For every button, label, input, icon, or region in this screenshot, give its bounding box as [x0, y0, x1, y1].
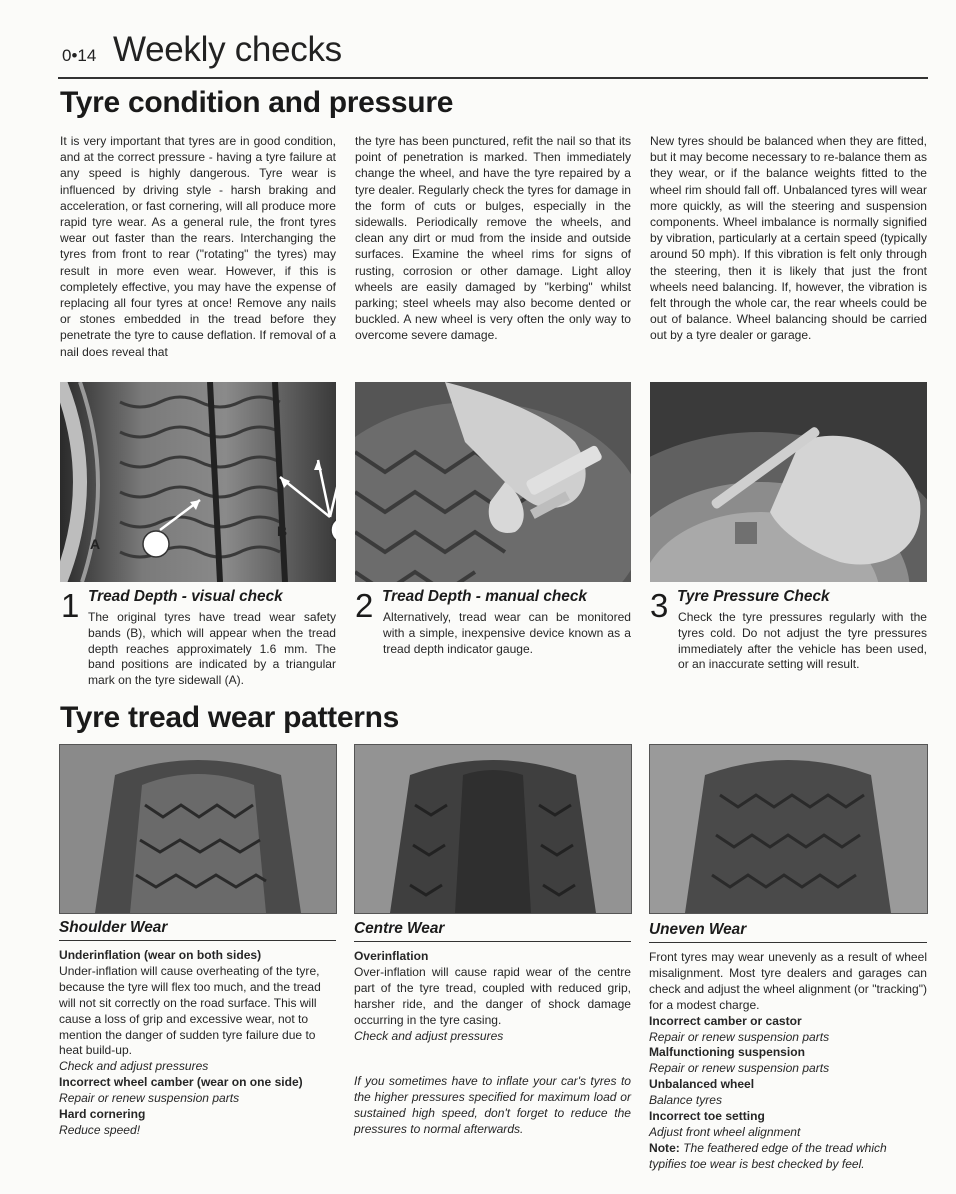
body-text-2: the tyre has been punctured, refit the nail so that its point of penetration is marked. Then immediately change the wheel, and have the tyre repaired by a tyre dealer. Regularly check the tyres for damage in the form of cuts or bulges, especially in the sidewalls. Periodically remove the wheels, and clean any dirt or mud from the inside and outside surfaces. Examine the wheel rims for signs of rusting, corrosion or other damage. Light alloy wheels are easily damaged by "kerbing" whilst parking; steel wheels may also become dented or buckled. A new wheel is very often the only way to overcome severe damage. [355, 134, 631, 343]
photo-tread-visual-check [60, 382, 336, 582]
heading-uneven-wear: Uneven Wear [649, 921, 747, 938]
page-number: 0•14 [62, 46, 97, 65]
centre-remedy-1: Check and adjust pressures [354, 1028, 504, 1043]
shoulder-cause-3: Hard cornering [59, 1107, 146, 1122]
uneven-note-text: The feathered edge of the tread which typifies toe wear is best checked by feel. [649, 1140, 887, 1171]
body-text-1: It is very important that tyres are in good condition, and at the correct pressure - having a tyre failure at any speed is highly dangerous. Tyre wear is influenced by driving style - harsh braking and acceleration, or fast cornering, will all produce more rapid tyre wear. As a general rule, the front tyres wear out faster than the rears. Interchanging the tyres from front to rear ("rotating" the tyres) may result in more even wear. However, if this is completely effective, you may have the expense of replacing all four tyres at once! Remove any nails or stones embedded in the tread before they penetrate the tyre to cause deflation. If removal of a nail does reveal that [60, 134, 336, 359]
caption-title-1: Tread Depth - visual check [88, 588, 283, 605]
photo-tread-manual-check [355, 382, 631, 582]
centre-wear-text [354, 949, 631, 1138]
photo-label-b: B [277, 523, 288, 539]
caption-number-2: 2 [355, 587, 374, 624]
uneven-note-label: Note: [649, 1140, 680, 1155]
rule-uneven [649, 942, 927, 943]
photo-label-a: A [90, 536, 101, 552]
section-title-tyre-condition: Tyre condition and pressure [60, 86, 454, 119]
heading-shoulder-wear: Shoulder Wear [59, 919, 168, 936]
uneven-cause-3: Unbalanced wheel [649, 1077, 755, 1092]
uneven-cause-1: Incorrect camber or castor [649, 1013, 802, 1028]
photo-centre-wear [354, 744, 632, 914]
photo-uneven-wear [649, 744, 928, 914]
shoulder-cause-2: Incorrect wheel camber (wear on one side) [59, 1075, 303, 1090]
caption-body-2: Alternatively, tread wear can be monitored with a simple, inexpensive device known as a tread depth indicator gauge. [383, 610, 631, 656]
uneven-desc-1: Front tyres may wear unevenly as a result of wheel misalignment. Most tyre dealers and garages can check and adjust the wheel alignment (or "tracking") for a modest charge. [649, 950, 927, 1012]
caption-number-3: 3 [650, 587, 669, 624]
photo-tyre-pressure-check [650, 382, 927, 582]
section-title-tread-wear: Tyre tread wear patterns [60, 701, 400, 734]
caption-number-1: 1 [61, 587, 80, 624]
centre-desc-1: Over-inflation will cause rapid wear of the centre part of the tyre tread, coupled with reduced grip, harsher ride, and the danger of shock damage occurring in the tyre casing. [354, 964, 631, 1027]
centre-cause-1: Overinflation [354, 949, 429, 963]
caption-body-1: The original tyres have tread wear safety bands (B), which will appear when the tread depth reaches approximately 1.6 mm. The band positions are indicated by a triangular mark on the tyre sidewall (A). [88, 610, 336, 688]
rule-centre [354, 941, 631, 942]
uneven-remedy-4: Adjust front wheel alignment [649, 1124, 801, 1139]
body-column-3 [650, 133, 927, 344]
caption-body-3: Check the tyre pressures regularly with the tyres cold. Do not adjust the tyre pressures immediately after the vehicle has been used, or an inaccurate setting will result. [678, 610, 927, 672]
caption-text-2 [355, 610, 631, 657]
body-text-3: New tyres should be balanced when they are fitted, but it may become necessary to re-balance them as they wear, or if the balance weights fitted to the wheel rim should fall off. Unbalanced tyres will wear more quickly, as will the steering and suspension components. Wheel imbalance is normally signified by vibration, particularly at a certain speed (typically around 50 mph). If this vibration is felt only through the steering, then it is likely that just the front wheels need balancing. If, however, the vibration is felt through the whole car, the rear wheels could be out of balance. Wheel balancing should be carried out by a tyre dealer or garage. [650, 134, 927, 343]
chapter-title: Weekly checks [113, 30, 342, 69]
uneven-note [649, 1141, 927, 1173]
shoulder-remedy-2: Repair or renew suspension parts [59, 1091, 240, 1106]
rule-shoulder [59, 940, 336, 941]
uneven-cause-2: Malfunctioning suspension [649, 1045, 805, 1060]
uneven-remedy-3: Balance tyres [649, 1093, 722, 1108]
shoulder-remedy-3: Reduce speed! [59, 1122, 141, 1137]
centre-note: If you sometimes have to inflate your car's tyres to the higher pressures specified for maximum load or sustained high speed, don't forget to reduce the pressures to normal afterwards. [354, 1074, 631, 1137]
caption-title-2: Tread Depth - manual check [382, 588, 587, 605]
caption-title-3: Tyre Pressure Check [677, 588, 830, 605]
caption-text-1 [60, 610, 336, 689]
uneven-remedy-2: Repair or renew suspension parts [649, 1061, 830, 1076]
header-rule [58, 77, 928, 79]
uneven-wear-text [649, 950, 927, 1173]
uneven-remedy-1: Repair or renew suspension parts [649, 1029, 830, 1044]
caption-text-3 [650, 610, 927, 673]
body-column-2 [355, 133, 631, 344]
shoulder-remedy-1: Check and adjust pressures [59, 1059, 209, 1074]
heading-centre-wear: Centre Wear [354, 920, 445, 937]
body-column-1 [60, 133, 336, 360]
shoulder-desc-1: Under-inflation will cause overheating of the tyre, because the tyre will flex too much, and the tread will not sit correctly on the road surface. This will cause a loss of grip and excessive wear, not to mention the danger of sudden tyre failure due to heat build-up. [59, 963, 321, 1058]
uneven-cause-4: Incorrect toe setting [649, 1109, 765, 1124]
shoulder-cause-1: Underinflation (wear on both sides) [59, 948, 262, 962]
shoulder-wear-text [59, 948, 336, 1139]
photo-shoulder-wear [59, 744, 337, 914]
